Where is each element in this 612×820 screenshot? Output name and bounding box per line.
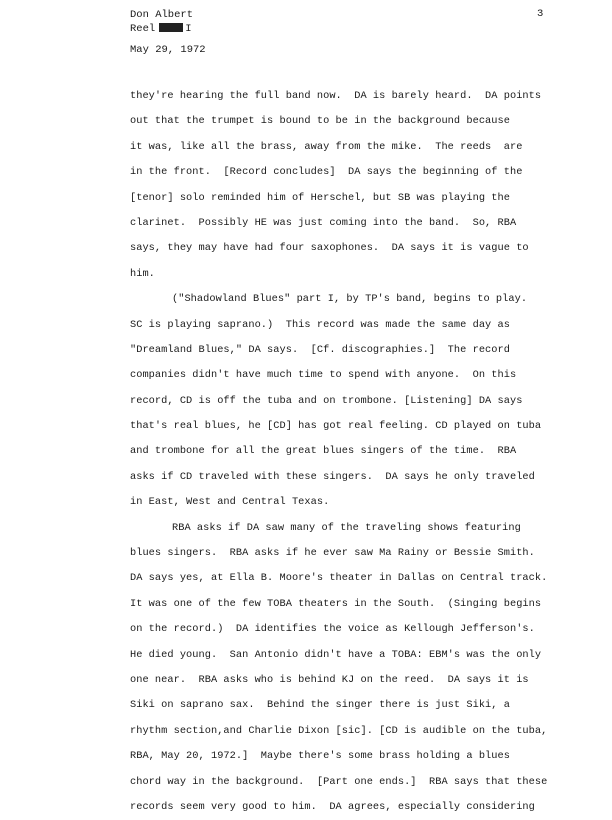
transcript-line: record, CD is off the tuba and on trombone. [Listening] DA says <box>130 394 523 407</box>
transcript-line: clarinet. Possibly HE was just coming into the band. So, RBA <box>130 216 517 229</box>
transcript-line: one near. RBA asks who is behind KJ on the reed. DA says it is <box>130 673 529 686</box>
transcript-line: DA says yes, at Ella B. Moore's theater in Dallas on Central track. <box>130 572 548 585</box>
interviewee-name: Don Albert <box>130 9 194 21</box>
redaction-mark <box>159 23 183 32</box>
transcript-line: on the record.) DA identifies the voice as Kellough Jefferson's. <box>130 623 535 636</box>
transcript-line: ("Shadowland Blues" part I, by TP's band, begins to play. <box>172 293 528 306</box>
transcript-line: SC is playing saprano.) This record was made the same day as <box>130 318 510 331</box>
reel-label <box>130 22 193 36</box>
transcript-line: blues singers. RBA asks if he ever saw Ma Rainy or Bessie Smith. <box>130 547 535 560</box>
transcript-line: It was one of the few TOBA theaters in the South. (Singing begins <box>130 597 542 610</box>
transcript-line: [tenor] solo reminded him of Herschel, but SB was playing the <box>130 191 510 204</box>
transcript-line: and trombone for all the great blues singers of the time. RBA <box>130 445 517 458</box>
transcript-line: in the front. [Record concludes] DA says the beginning of the <box>130 166 523 179</box>
transcript-body <box>130 84 560 820</box>
transcript-line: RBA, May 20, 1972.] Maybe there's some brass holding a blues <box>130 750 510 763</box>
transcript-line: He died young. San Antonio didn't have a TOBA: EBM's was the only <box>130 648 542 661</box>
page-number: 3 <box>537 8 544 20</box>
transcript-line: in East, West and Central Texas. <box>130 496 330 509</box>
transcript-line: out that the trumpet is bound to be in the background because <box>130 115 510 128</box>
transcript-line: that's real blues, he [CD] has got real feeling. CD played on tuba <box>130 420 542 433</box>
reel-number: I <box>185 23 192 35</box>
transcript-line: says, they may have had four saxophones. DA says it is vague to <box>130 242 529 255</box>
transcript-line: companies didn't have much time to spend with anyone. On this <box>130 369 517 382</box>
transcript-line: asks if CD traveled with these singers. DA says he only traveled <box>130 470 535 483</box>
transcript-line: chord way in the background. [Part one ends.] RBA says that these <box>130 775 548 788</box>
transcript-line: Siki on saprano sax. Behind the singer there is just Siki, a <box>130 699 510 712</box>
transcript-line: RBA asks if DA saw many of the traveling shows featuring <box>172 521 521 534</box>
transcript-line: rhythm section,and Charlie Dixon [sic]. [CD is audible on the tuba, <box>130 724 548 737</box>
reel-prefix: Reel <box>130 23 156 35</box>
interview-date: May 29, 1972 <box>130 44 206 56</box>
page-header <box>130 8 193 36</box>
transcript-line: they're hearing the full band now. DA is barely heard. DA points <box>130 90 542 102</box>
transcript-line: "Dreamland Blues," DA says. [Cf. discographies.] The record <box>130 343 510 356</box>
transcript-line: records seem very good to him. DA agrees, especially considering <box>130 800 535 813</box>
transcript-line: him. <box>130 267 155 280</box>
transcript-line: it was, like all the brass, away from the mike. The reeds are <box>130 140 523 153</box>
